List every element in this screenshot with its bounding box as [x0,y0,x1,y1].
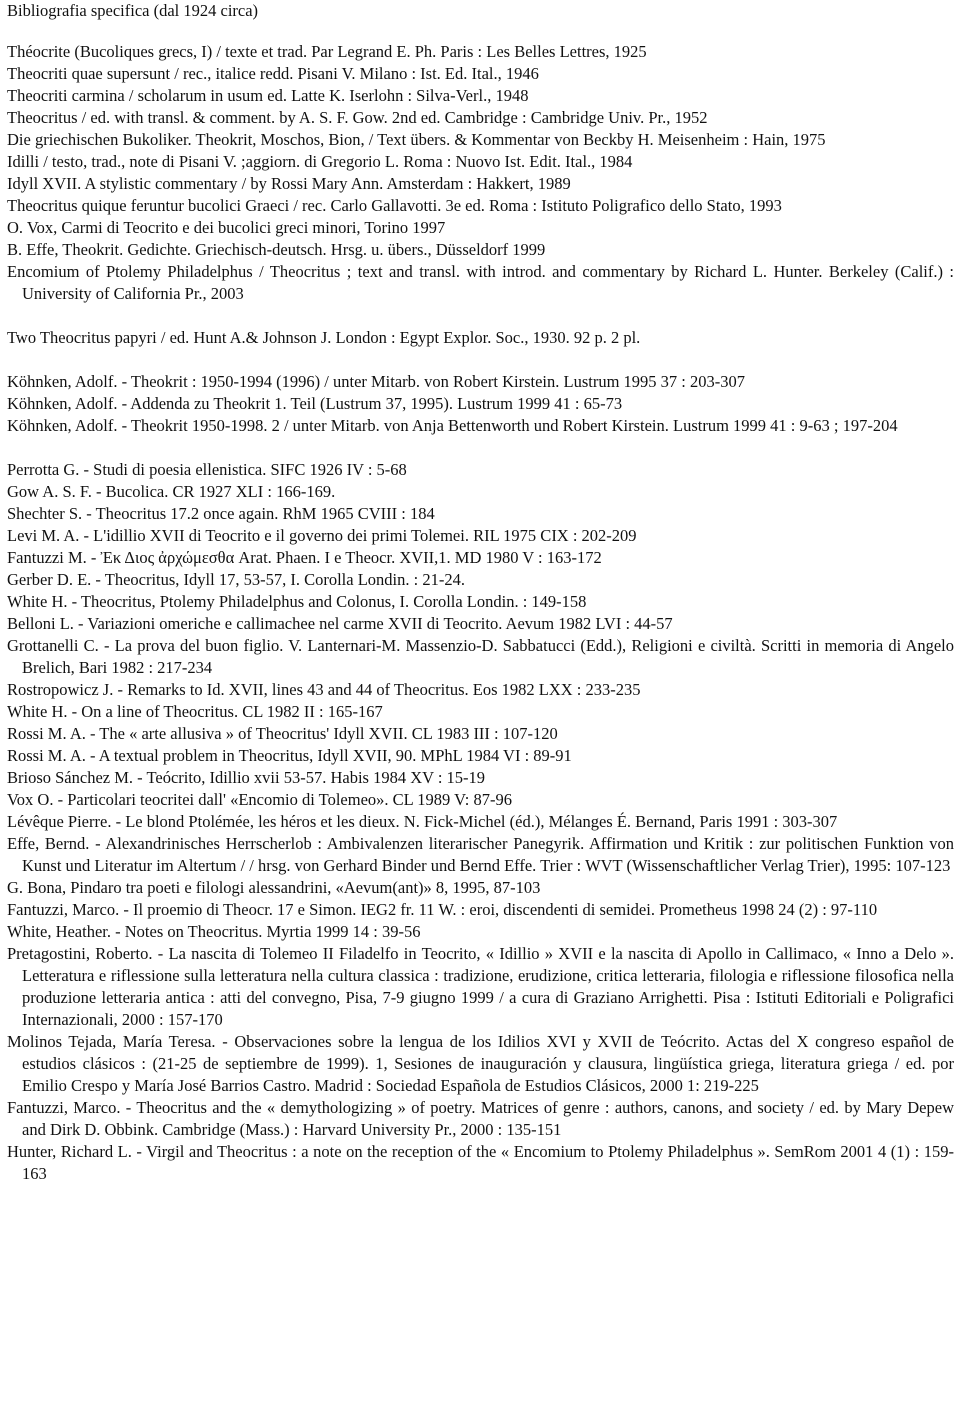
bibliography-entry: Levi M. A. - L'idillio XVII di Teocrito e il governo dei primi Tolemei. RIL 1975 CIX : 202-209 [7,526,637,545]
bibliography-entry: Lévêque Pierre. - Le blond Ptolémée, les héros et les dieux. N. Fick-Michel (éd.), Mélanges É. Bernand, Paris 1991 : 303-307 [7,812,838,831]
bibliography-entry: Fantuzzi, Marco. - Theocritus and the « demythologizing » of poetry. Matrices of genre : authors, canons, and society / ed. by Mary Depew and Dirk D. Obbink. Cambridge (Mass.) : Harvard University Pr., 2000 : 135-151 [7,1098,954,1139]
bibliography-entry: Idyll XVII. A stylistic commentary / by Rossi Mary Ann. Amsterdam : Hakkert, 1989 [7,174,571,193]
bibliography-entry: Die griechischen Bukoliker. Theokrit, Moschos, Bion, / Text übers. & Kommentar von Beckby H. Meisenheim : Hain, 1975 [7,130,826,149]
bibliography-entry: Theocriti quae supersunt / rec., italice redd. Pisani V. Milano : Ist. Ed. Ital., 1946 [7,64,539,83]
bibliography-entry: Rostropowicz J. - Remarks to Id. XVII, lines 43 and 44 of Theocritus. Eos 1982 LXX : 233-235 [7,680,641,699]
bibliography-entry: B. Effe, Theokrit. Gedichte. Griechisch-deutsch. Hrsg. u. übers., Düsseldorf 1999 [7,240,546,259]
bibliography-entry: Théocrite (Bucoliques grecs, I) / texte et trad. Par Legrand E. Ph. Paris : Les Belles Lettres, 1925 [7,42,647,61]
section-gap [7,305,954,327]
bibliography-entry: White, Heather. - Notes on Theocritus. Myrtia 1999 14 : 39-56 [7,922,421,941]
bibliography-entry: O. Vox, Carmi di Teocrito e dei bucolici greci minori, Torino 1997 [7,218,446,237]
bibliography-entry: Brioso Sánchez M. - Teócrito, Idillio xvii 53-57. Habis 1984 XV : 15-19 [7,768,486,787]
bibliography-entry: Molinos Tejada, María Teresa. - Observaciones sobre la lengua de los Idilios XVI y XVII de Teócrito. Actas del X congreso español de estudios clásicos : (21-25 de septiembre de 1999). 1, Sesiones de inauguración y clausura, lingüística griega, literatura griega / ed. por Emilio Crespo y María José Barrios Castro. Madrid : Sociedad Española de Estudios Clásicos, 2000 1: 219-225 [7,1032,954,1095]
bibliography-entry: Fantuzzi M. - Ἐκ Διος ἀρχώμεσθα Arat. Phaen. I e Theocr. XVII,1. MD 1980 V : 163-172 [7,548,602,567]
bibliography-entry: White H. - On a line of Theocritus. CL 1982 II : 165-167 [7,702,383,721]
bibliography-entry: Perrotta G. - Studi di poesia ellenistica. SIFC 1926 IV : 5-68 [7,460,407,479]
bibliography-entry: Gerber D. E. - Theocritus, Idyll 17, 53-57, I. Corolla Londin. : 21-24. [7,570,465,589]
section-gap [7,349,954,371]
bibliography-entry: Effe, Bernd. - Alexandrinisches Herrscherlob : Ambivalenzen literarischer Panegyrik. Affirmation und Kritik : zur politischen Funktion von Kunst und Literatur im Altertum / / hrsg. von Gerhard Binder und Bernd Effe. Trier : WVT (Wissenschaftlicher Verlag Trier), 1995: 107-123 [7,834,954,875]
section-gap [7,437,954,459]
bibliography-entry: Rossi M. A. - The « arte allusiva » of Theocritus' Idyll XVII. CL 1983 III : 107-120 [7,724,558,743]
bibliography-entry: Köhnken, Adolf. - Theokrit 1950-1998. 2 / unter Mitarb. von Anja Bettenworth und Robert Kirstein. Lustrum 1999 41 : 9-63 ; 197-204 [7,416,898,435]
bibliography-entry: Encomium of Ptolemy Philadelphus / Theocritus ; text and transl. with introd. and commentary by Richard L. Hunter. Berkeley (Calif.) : University of California Pr., 2003 [7,262,954,303]
bibliography-entry: Vox O. - Particolari teocritei dall' «Encomio di Tolemeo». CL 1989 V: 87-96 [7,790,512,809]
bibliography-entry: Rossi M. A. - A textual problem in Theocritus, Idyll XVII, 90. MPhL 1984 VI : 89-91 [7,746,572,765]
bibliography-entry: Theocritus / ed. with transl. & comment. by A. S. F. Gow. 2nd ed. Cambridge : Cambridge Univ. Pr., 1952 [7,108,708,127]
bibliography-entry: Fantuzzi, Marco. - Il proemio di Theocr. 17 e Simon. IEG2 fr. 11 W. : eroi, discendenti di semidei. Prometheus 1998 24 (2) : 97-110 [7,900,878,919]
bibliography-entry: Hunter, Richard L. - Virgil and Theocritus : a note on the reception of the « Encomium to Ptolemy Philadelphus ». SemRom 2001 4 (1) : 159-163 [7,1142,954,1183]
bibliography-entry: G. Bona, Pindaro tra poeti e filologi alessandrini, «Aevum(ant)» 8, 1995, 87-103 [7,878,541,897]
bibliography-entry: Köhnken, Adolf. - Addenda zu Theokrit 1. Teil (Lustrum 37, 1995). Lustrum 1999 41 : 65-73 [7,394,623,413]
bibliography-entry: Köhnken, Adolf. - Theokrit : 1950-1994 (1996) / unter Mitarb. von Robert Kirstein. Lustrum 1995 37 : 203-307 [7,372,745,391]
bibliography-entry: Theocritus quique feruntur bucolici Graeci / rec. Carlo Gallavotti. 3e ed. Roma : Istituto Poligrafico dello Stato, 1993 [7,196,782,215]
page-title: Bibliografia specifica (dal 1924 circa) [7,1,259,20]
bibliography-entry: Grottanelli C. - La prova del buon figlio. V. Lanternari-M. Massenzio-D. Sabbatucci (Edd.), Religioni e civiltà. Scritti in memoria di Angelo Brelich, Bari 1982 : 217-234 [7,636,954,677]
bibliography-entry: Pretagostini, Roberto. - La nascita di Tolemeo II Filadelfo in Teocrito, « Idillio » XVII e la nascita di Apollo in Callimaco, « Inno a Delo ». Letteratura e riflessione sulla letteratura nella cultura classica : tradizione, erudizione, critica letteraria, filologia e riflessione filosofica nella produzione letteraria antica : atti del convegno, Pisa, 7-9 giugno 1999 / a cura di Graziano Arrighetti. Pisa : Istituti Editoriali e Poligrafici Internazionali, 2000 : 157-170 [7,944,954,1029]
bibliography-entry: Theocriti carmina / scholarum in usum ed. Latte K. Iserlohn : Silva-Verl., 1948 [7,86,529,105]
bibliography-entry: Two Theocritus papyri / ed. Hunt A.& Johnson J. London : Egypt Explor. Soc., 1930. 92 p. 2 pl. [7,328,641,347]
bibliography-entry: Gow A. S. F. - Bucolica. CR 1927 XLI : 166-169. [7,482,336,501]
bibliography-entry: Shechter S. - Theocritus 17.2 once again. RhM 1965 CVIII : 184 [7,504,435,523]
bibliography-entry: White H. - Theocritus, Ptolemy Philadelphus and Colonus, I. Corolla Londin. : 149-158 [7,592,587,611]
bibliography-entry: Belloni L. - Variazioni omeriche e callimachee nel carme XVII di Teocrito. Aevum 1982 LVI : 44-57 [7,614,673,633]
bibliography-entry: Idilli / testo, trad., note di Pisani V. ;aggiorn. di Gregorio L. Roma : Nuovo Ist. Edit. Ital., 1984 [7,152,633,171]
bibliography-list [7,41,954,1185]
